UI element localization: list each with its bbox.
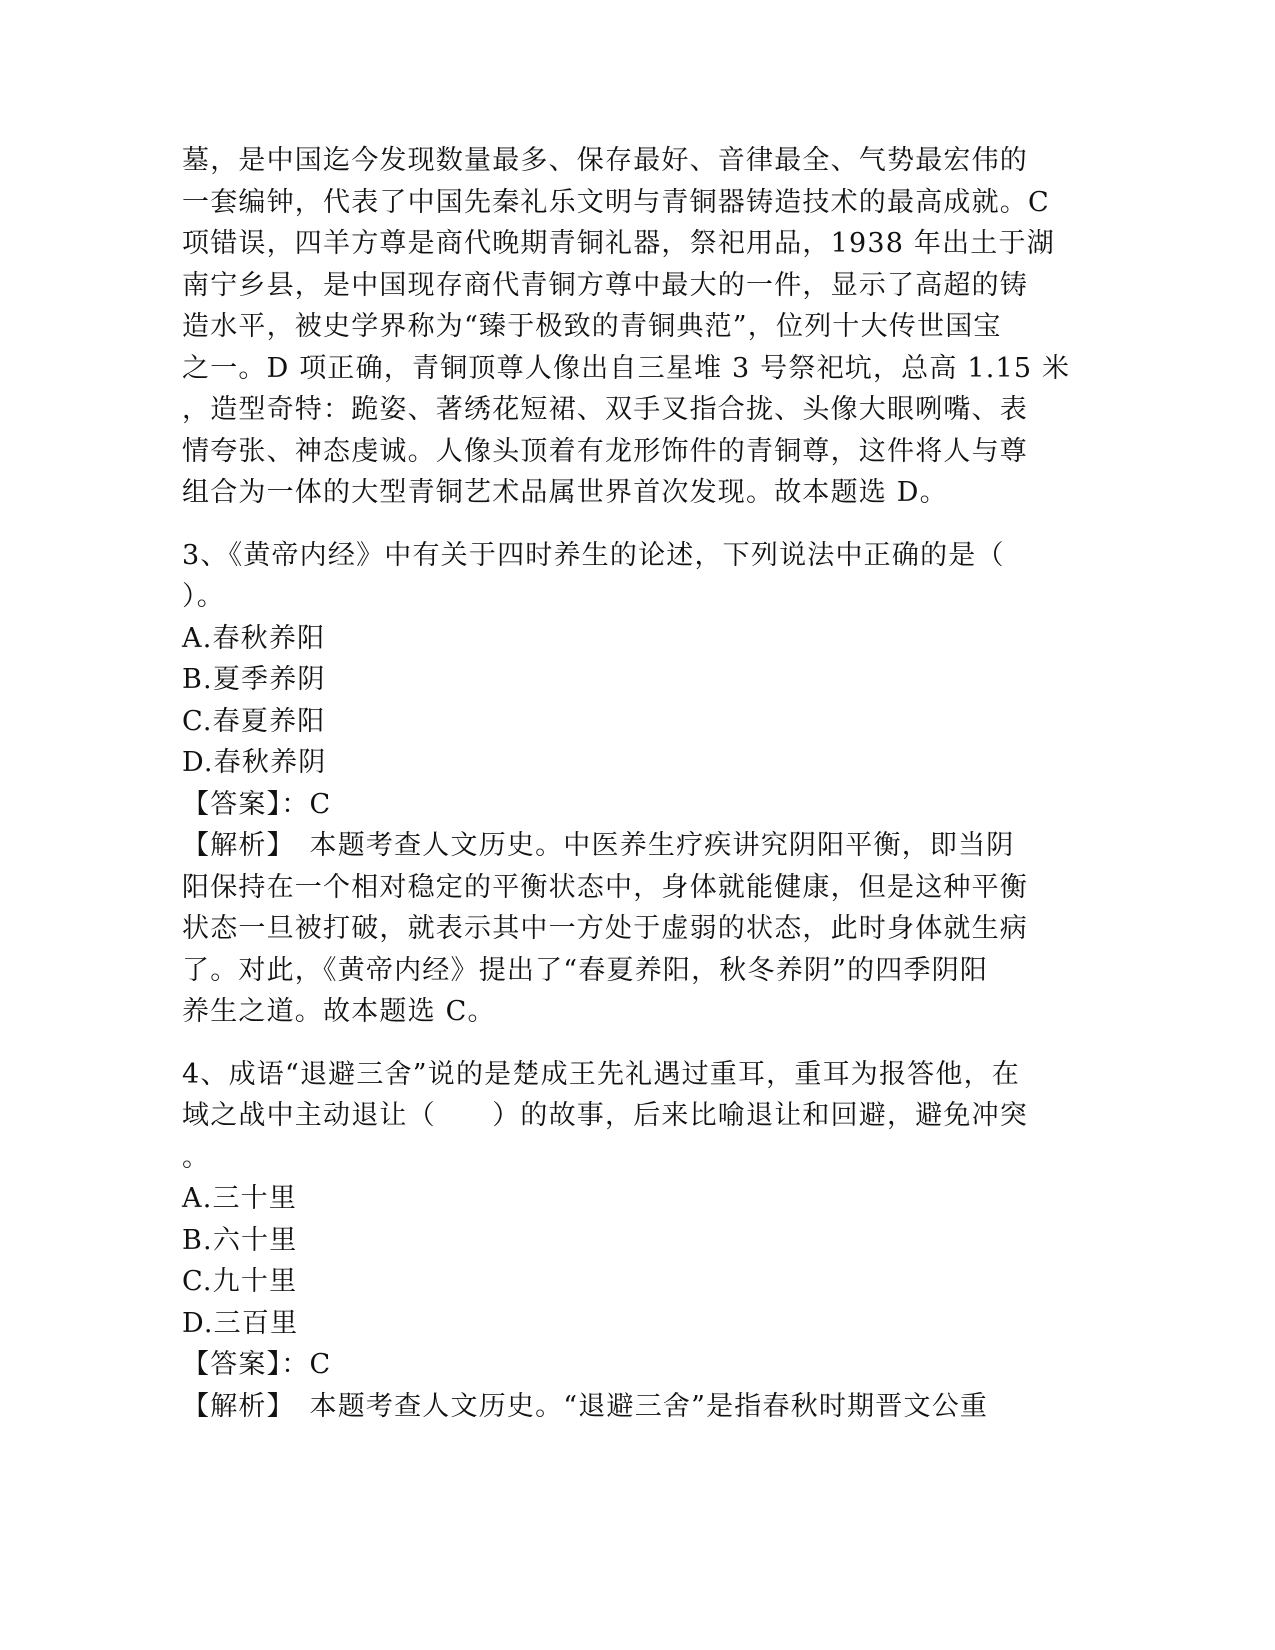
option-c: C.九十里 xyxy=(182,1266,298,1297)
text-line: 一套编钟，代表了中国先秦礼乐文明与青铜器铸造技术的最高成就。C xyxy=(182,186,1050,218)
explanation-line: 【解析】 本题考查人文历史。“退避三舍”是指春秋时期晋文公重 xyxy=(182,1390,989,1422)
text-line: 情夸张、神态虔诚。人像头顶着有龙形饰件的青铜尊，这件将人与尊 xyxy=(182,435,1028,467)
text-line: 墓，是中国迄今发现数量最多、保存最好、音律最全、气势最宏伟的 xyxy=(182,145,1028,176)
document-page xyxy=(182,140,1071,1427)
explanation-line: 阳保持在一个相对稳定的平衡状态中，身体就能健康，但是这种平衡 xyxy=(182,871,1028,903)
answer-line: 【答案】：C xyxy=(182,788,332,820)
explanation-line: 养生之道。故本题选 C。 xyxy=(182,996,496,1027)
answer-line: 【答案】：C xyxy=(182,1349,332,1380)
question-text: 3、《黄帝内经》中有关于四时养生的论述，下列说法中正确的是（ xyxy=(182,539,1005,571)
option-d: D.三百里 xyxy=(182,1307,299,1339)
explanation-line: 状态一旦被打破，就表示其中一方处于虚弱的状态，此时身体就生病 xyxy=(182,913,1028,944)
prev-explanation xyxy=(182,140,1071,514)
explanation-line: 了。对此，《黄帝内经》提出了“春夏养阳，秋冬养阴”的四季阴阳 xyxy=(182,954,989,986)
question-text: 域之战中主动退让（ ）的故事，后来比喻退让和回避，避免冲突 xyxy=(182,1100,1028,1131)
text-line: 项错误，四羊方尊是商代晚期青铜礼器，祭祀用品，1938 年出土于湖 xyxy=(182,228,1055,259)
text-line: ，造型奇特：跪姿、著绣花短裙、双手叉指合拢、头像大眼咧嘴、表 xyxy=(182,394,1028,425)
question-text: ）。 xyxy=(182,581,225,612)
option-d: D.春秋养阴 xyxy=(182,747,327,778)
explanation-line: 【解析】 本题考查人文历史。中医养生疗疾讲究阴阳平衡，即当阴 xyxy=(182,830,1015,861)
option-c: C.春夏养阳 xyxy=(182,705,326,737)
option-b: B.夏季养阴 xyxy=(182,664,326,695)
text-line: 造水平，被史学界称为“臻于极致的青铜典范”，位列十大传世国宝 xyxy=(182,311,1002,342)
question-text: 4、成语“退避三舍”说的是楚成王先礼遇过重耳，重耳为报答他，在 xyxy=(182,1058,1020,1090)
option-a: A.春秋养阳 xyxy=(182,622,326,654)
paragraph-gap xyxy=(182,514,1062,535)
text-line: 之一。D 项正确，青铜顶尊人像出自三星堆 3 号祭祀坑，总高 1.15 米 xyxy=(182,352,1071,384)
option-a: A.三十里 xyxy=(182,1183,298,1214)
paragraph-gap xyxy=(182,1033,1062,1054)
text-line: 组合为一体的大型青铜艺术品属世界首次发现。故本题选 D。 xyxy=(182,477,948,508)
question-3 xyxy=(182,535,1062,1033)
question-text: 。 xyxy=(182,1141,211,1173)
question-4 xyxy=(182,1054,1062,1428)
option-b: B.六十里 xyxy=(182,1224,298,1256)
text-line: 南宁乡县，是中国现存商代青铜方尊中最大的一件，显示了高超的铸 xyxy=(182,269,1028,301)
